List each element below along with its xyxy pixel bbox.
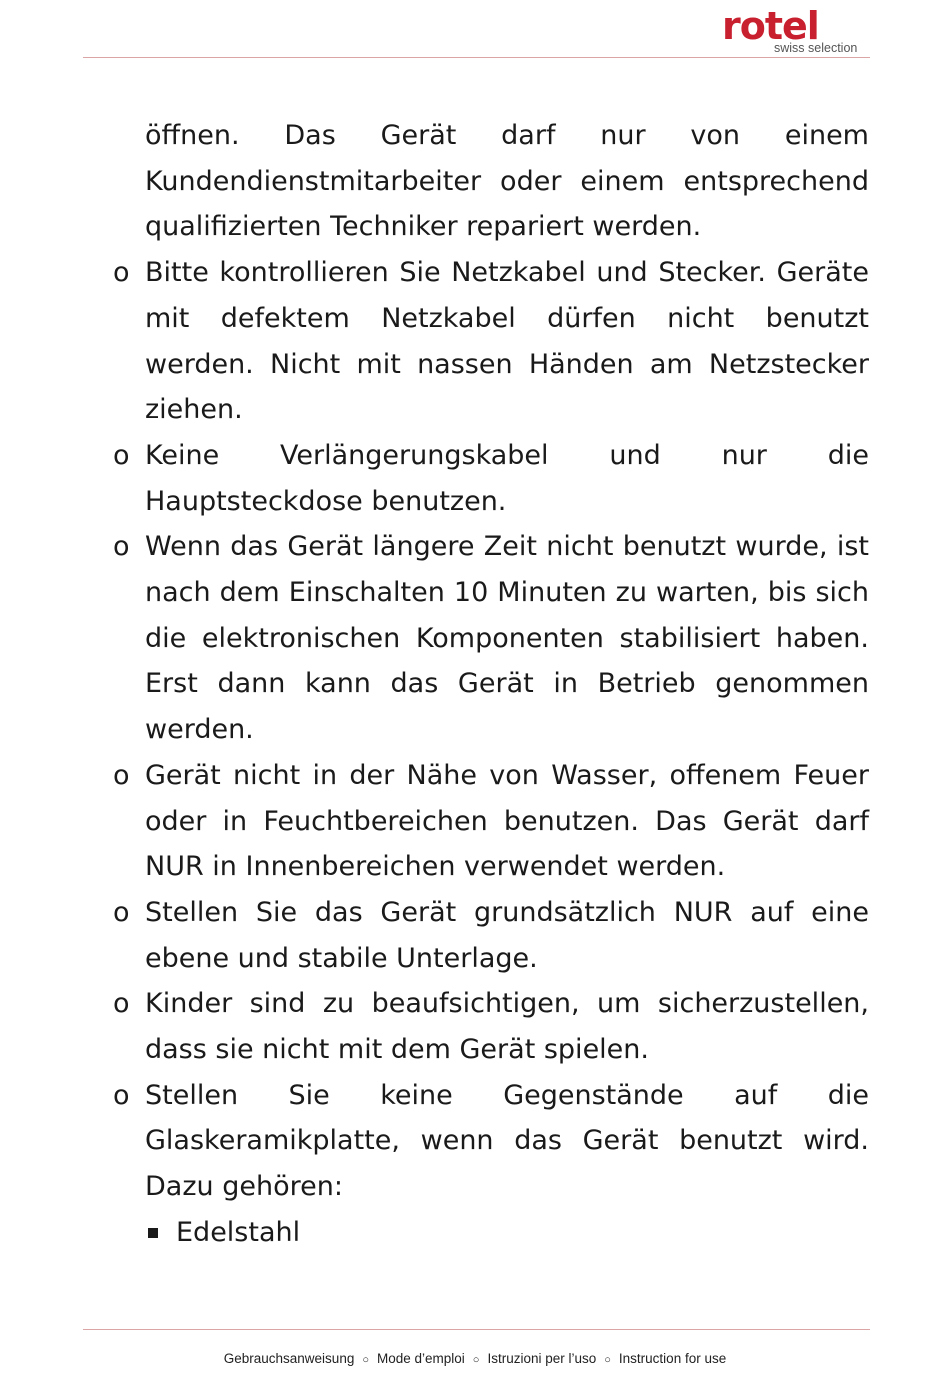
- list-item-text: Wenn das Gerät längere Zeit nicht benutzt wurde, ist nach dem Einschalten 10 Minuten zu warten, bis sich die elektronischen Komponenten stabilisiert haben. Erst dann kann das Gerät in Betrieb genommen werden.: [145, 531, 869, 746]
- list-item-text: Kinder sind zu beaufsichtigen, um sicherzustellen, dass sie nicht mit dem Gerät spielen.: [145, 988, 869, 1066]
- bullet-circle-icon: o: [113, 257, 130, 289]
- list-item-text: Stellen Sie das Gerät grundsätzlich NUR auf eine ebene und stabile Unterlage.: [145, 896, 869, 974]
- footer-item-german: Gebrauchsanweisung: [223, 1351, 355, 1366]
- list-item: [113, 753, 869, 890]
- list-item-text: Bitte kontrollieren Sie Netzkabel und Stecker. Geräte mit defektem Netzkabel dürfen nicht benutzt werden. Nicht mit nassen Händen am Netzstecker ziehen.: [145, 257, 869, 426]
- list-item: [113, 981, 869, 1072]
- bullet-circle-icon: o: [113, 896, 130, 928]
- separator-circle-icon: ○: [604, 1354, 611, 1366]
- list-item-text: Stellen Sie keine Gegenstände auf die Glaskeramikplatte, wenn das Gerät benutzt wird. Dazu gehören:: [145, 1079, 869, 1203]
- bullet-circle-icon: o: [113, 1079, 130, 1111]
- bullet-circle-icon: o: [113, 439, 130, 471]
- sub-list-item: [176, 1210, 869, 1256]
- bullet-circle-icon: o: [113, 531, 130, 563]
- bullet-circle-icon: o: [113, 759, 130, 791]
- list-item: [113, 250, 869, 433]
- footer-divider: [83, 1329, 870, 1330]
- list-item: [113, 433, 869, 524]
- sub-list-item-text: Edelstahl: [176, 1216, 301, 1248]
- separator-circle-icon: ○: [472, 1354, 480, 1366]
- list-item: [113, 890, 869, 981]
- logo-wordmark: rotel: [722, 4, 819, 48]
- footer-item-french: Mode d’emploi: [377, 1351, 465, 1366]
- header-divider: [83, 57, 870, 58]
- instructions-body: [0, 113, 950, 1256]
- separator-circle-icon: ○: [362, 1354, 369, 1366]
- logo-tagline: swiss selection: [774, 41, 858, 55]
- list-item-text: Keine Verlängerungskabel und nur die Hauptsteckdose benutzen.: [145, 439, 869, 517]
- continuation-paragraph: öffnen. Das Gerät darf nur von einem Kundendienstmitarbeiter oder einem entsprechend qualifizierten Techniker repariert werden.: [145, 120, 869, 243]
- footer-item-english: Instruction for use: [618, 1351, 727, 1366]
- list-item: [113, 524, 869, 753]
- list-item: [113, 1073, 869, 1210]
- list-item-text: Gerät nicht in der Nähe von Wasser, offenem Feuer oder in Feuchtbereichen benutzen. Das Gerät darf NUR in Innenbereichen verwendet werden.: [145, 759, 869, 883]
- footer-languages: [0, 1351, 950, 1366]
- bullet-circle-icon: o: [113, 988, 130, 1020]
- footer-item-italian: Istruzioni per l’uso: [487, 1351, 597, 1366]
- bullet-square-icon: [148, 1228, 158, 1238]
- brand-logo: [722, 6, 872, 56]
